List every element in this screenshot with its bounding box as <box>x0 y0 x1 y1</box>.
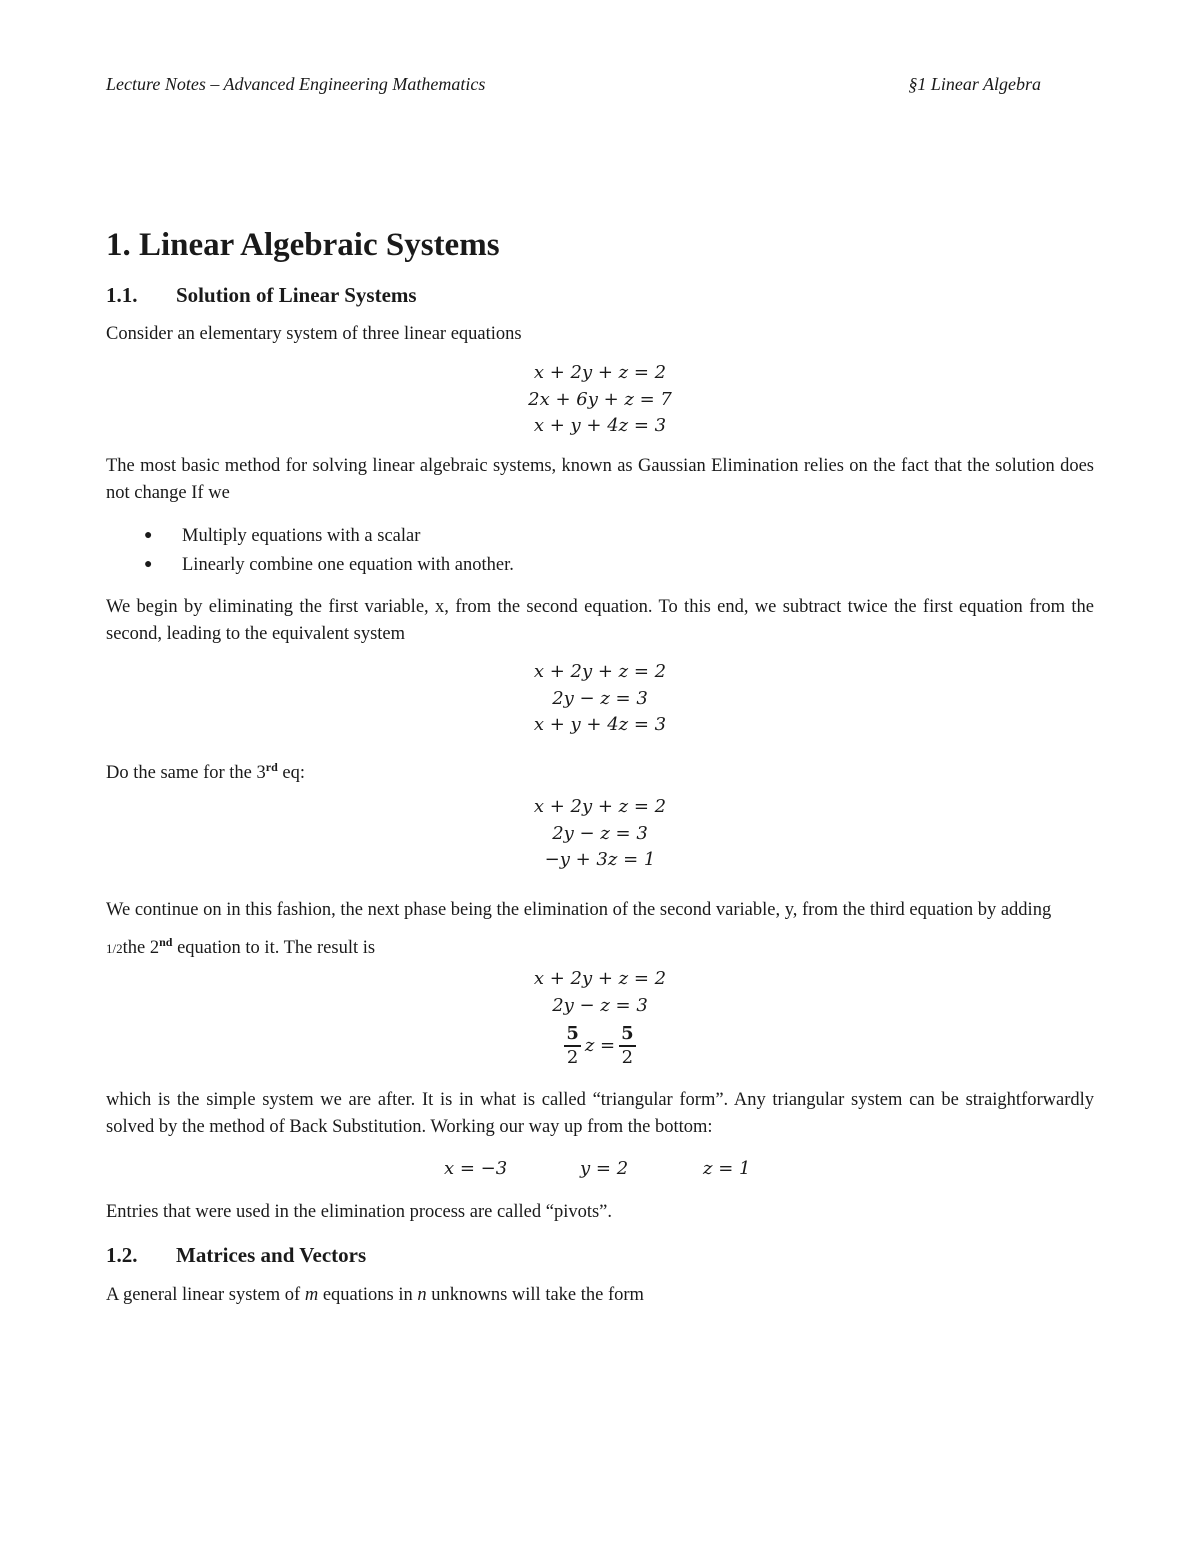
header-chapter-ref: §1 Linear Algebra <box>908 74 1041 94</box>
fraction: $\frac{5}{2}$ <box>621 1023 634 1068</box>
pivots-sentence: Entries that were used in the elimination process are called “pivots”. <box>106 1202 613 1222</box>
third-equation-sentence: Do the same for the 3rd eq: <box>106 760 306 784</box>
gaussian-elimination-paragraph: The most basic method for solving linear algebraic systems, known as Gaussian Elimination relies on the fact that the solution does not change If we <box>106 456 1094 503</box>
equation-system-4 <box>106 966 1094 1069</box>
equation: 2y − z = 3 <box>552 822 648 844</box>
bullet-icon: ● <box>144 528 153 543</box>
list-item: ● Linearly combine one equation with another. <box>106 551 514 580</box>
fraction-equation: $\frac{5}{2}$ z = $\frac{5}{2}$ <box>566 1023 634 1068</box>
triangular-form-paragraph: which is the simple system we are after. It is in what is called “triangular form”. Any triangular system can be straightforwardly solved by the method of Back Substitution. Working our way up from the bottom: <box>106 1090 1094 1137</box>
chapter-title: 1. Linear Algebraic Systems <box>106 227 500 263</box>
fraction: $\frac{5}{2}$ <box>566 1023 579 1068</box>
equation: x + 2y + z = 2 <box>533 796 667 817</box>
equation: x + 2y + z = 2 <box>533 661 667 682</box>
solution-y: y = 2 <box>580 1158 629 1179</box>
general-system-sentence: A general linear system of m equations in n unknowns will take the form <box>106 1285 644 1305</box>
equation-system-1 <box>106 360 1094 440</box>
header-course-title: Lecture Notes – Advanced Engineering Mathematics <box>106 74 486 94</box>
equation: 2y − z = 3 <box>552 994 648 1016</box>
section-title: Solution of Linear Systems <box>176 283 417 307</box>
equation: 2y − z = 3 <box>552 687 648 709</box>
equation-system-2 <box>106 659 1094 739</box>
section-title: Matrices and Vectors <box>176 1243 367 1267</box>
equation-system-3 <box>106 794 1094 874</box>
section-number: 1.1. <box>106 283 138 307</box>
eliminate-first-variable-paragraph: We begin by eliminating the first variable, x, from the second equation. To this end, we subtract twice the first equation from the second, leading to the equivalent system <box>106 597 1094 644</box>
section-number: 1.2. <box>106 1243 138 1267</box>
section-heading-1-1 <box>106 281 417 309</box>
section-heading-1-2 <box>106 1241 366 1269</box>
equation: x + y + 4z = 3 <box>533 415 667 436</box>
equation: −y + 3z = 1 <box>544 849 656 870</box>
operations-list <box>106 522 514 579</box>
solution-x: x = −3 <box>444 1158 508 1179</box>
equation: x + 2y + z = 2 <box>533 362 667 383</box>
bullet-icon: ● <box>144 556 153 572</box>
equation: 2x + 6y + z = 7 <box>528 388 672 410</box>
solution-z: z = 1 <box>703 1158 751 1179</box>
equation: x + y + 4z = 3 <box>533 714 667 735</box>
continue-elimination-paragraph: We continue on in this fashion, the next phase being the elimination of the second variable, y, from the third equation by adding 1/2the 2nd equation to it. The result is <box>106 900 1052 959</box>
equation: x + 2y + z = 2 <box>533 968 667 989</box>
list-item: ● Multiply equations with a scalar <box>106 522 514 551</box>
intro-sentence: Consider an elementary system of three linear equations <box>106 324 522 344</box>
